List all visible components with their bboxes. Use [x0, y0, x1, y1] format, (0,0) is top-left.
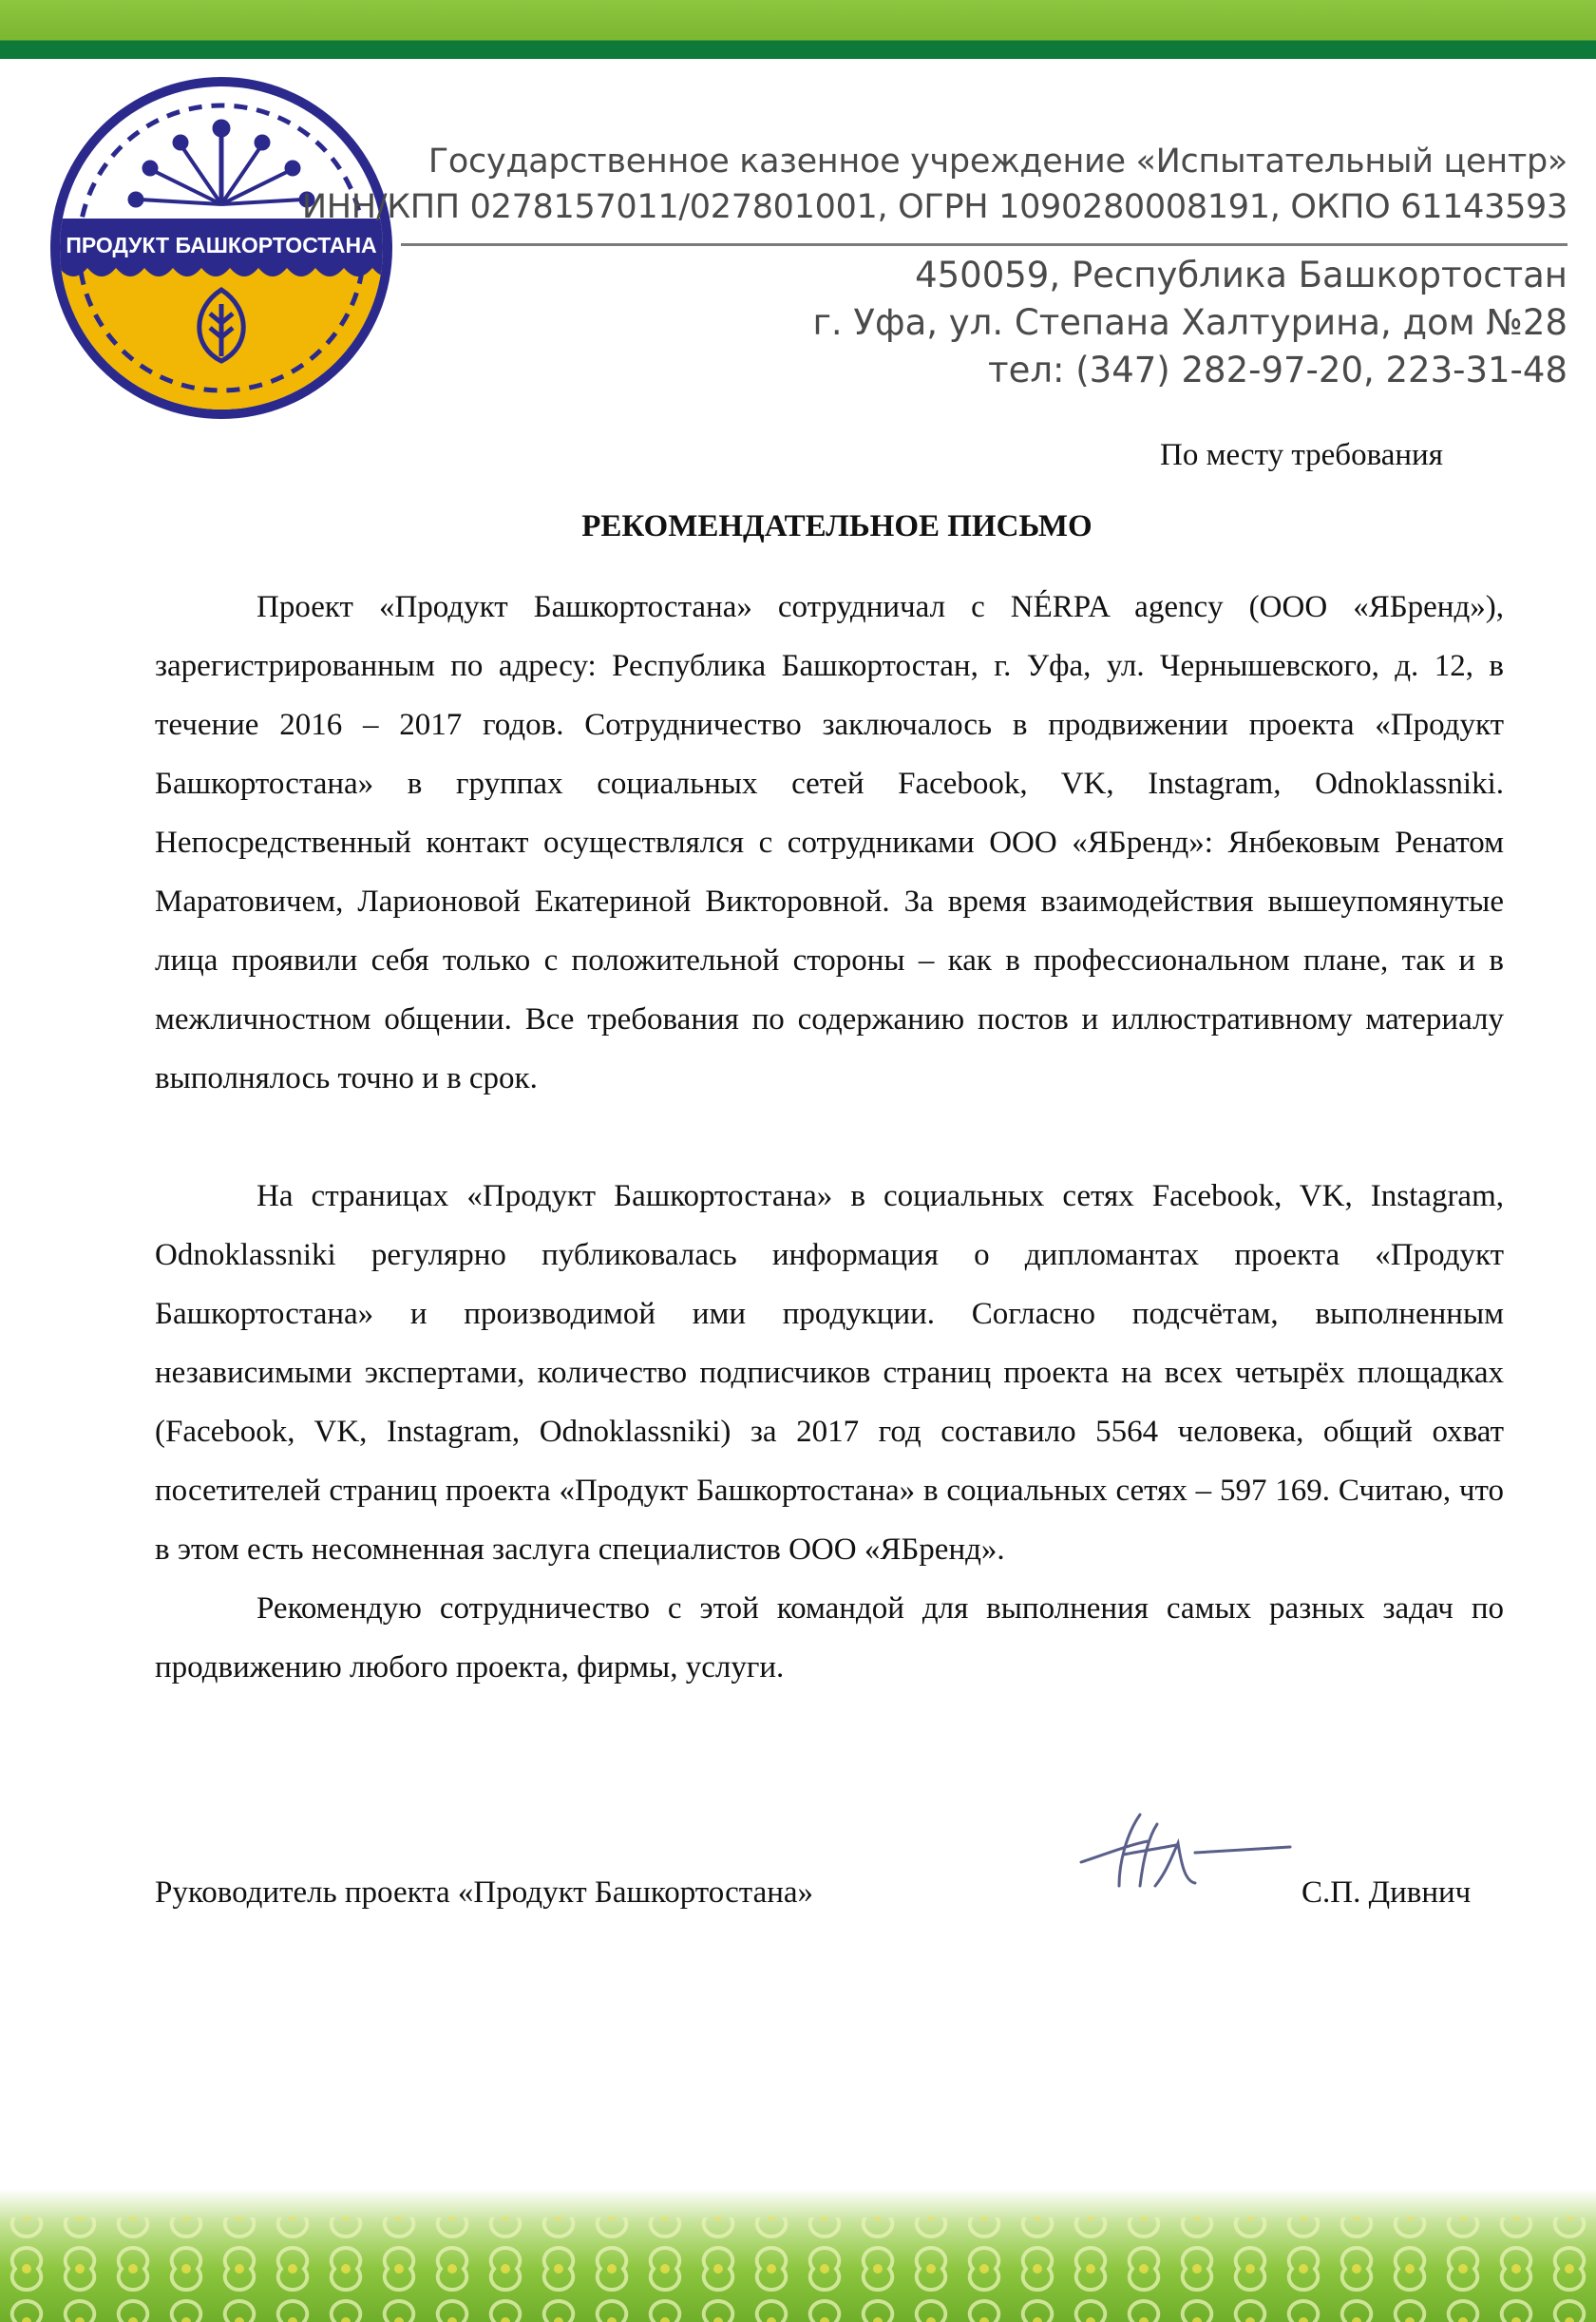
signer-role: Руководитель проекта «Продукт Башкортостана» — [155, 1875, 814, 1910]
organization-name: Государственное казенное учреждение «Испытательный центр» — [428, 143, 1568, 181]
logo-text: ПРОДУКТ БАШКОРТОСТАНА — [66, 233, 377, 257]
paragraph-2: На страницах «Продукт Башкортостана» в социальных сетях Facebook, VK, Instagram, Odnoklassniki регулярно публиковалась информация о дипломантах проекта «Продукт Башкортостана» и производимой ими продукции. Согласно подсчётам, выполненным независимыми экспертами, количество подписчиков страниц проекта на всех четырёх площадках (Facebook, VK, Instagram, Odnoklassniki) за 2017 год составило 5564 человека, общий охват посетителей страниц проекта «Продукт Башкортостана» в социальных сетях – 597 169. Считаю, что в этом есть несомненная заслуга специалистов ООО «ЯБренд». — [155, 1179, 1504, 1567]
address-line-1: 450059, Республика Башкортостан — [915, 255, 1568, 295]
paragraph-1: Проект «Продукт Башкортостана» сотрудничал с NÉRPA agency (ООО «ЯБренд»), зарегистрированным по адресу: Республика Башкортостан, г. Уфа, ул. Чернышевского, д. 12, в течение 2016 – 2017 годов. Сотрудничество заключалось в продвижении проекта «Продукт Башкортостана» в группах социальных сетей Facebook, VK, Instagram, Odnoklassniki. Непосредственный контакт осуществлялся с сотрудниками ООО «ЯБренд»: Янбековым Ренатом Маратовичем, Ларионовой Екатериной Викторовной. За время взаимодействия вышеупомянутые лица проявили себя только с положительной стороны – как в профессиональном плане, так и в межличностном общении. Все требования по содержанию постов и иллюстративному материалу выполнялось точно и в срок. — [155, 590, 1504, 1095]
header-divider — [401, 243, 1568, 246]
signature — [1053, 1796, 1300, 1910]
recipient-line: По месту требования — [1160, 438, 1443, 472]
letter-title: РЕКОМЕНДАТЕЛЬНОЕ ПИСЬМО — [581, 509, 1092, 543]
phone-line: тел: (347) 282-97-20, 223-31-48 — [988, 350, 1568, 390]
top-green-bar — [0, 0, 1596, 59]
product-bashkortostan-logo — [49, 76, 393, 420]
letter-body — [155, 578, 1504, 1697]
signer-name: С.П. Дивнич — [1302, 1875, 1472, 1910]
bottom-ornament-band — [0, 2189, 1596, 2322]
paragraph-3: Рекомендую сотрудничество с этой командой для выполнения самых разных задач по продвижению любого проекта, фирмы, услуги. — [155, 1591, 1504, 1684]
address-line-2: г. Уфа, ул. Степана Халтурина, дом №28 — [812, 302, 1568, 343]
organization-ids: ИНН/КПП 0278157011/027801001, ОГРН 1090280008191, ОКПО 61143593 — [301, 188, 1568, 226]
